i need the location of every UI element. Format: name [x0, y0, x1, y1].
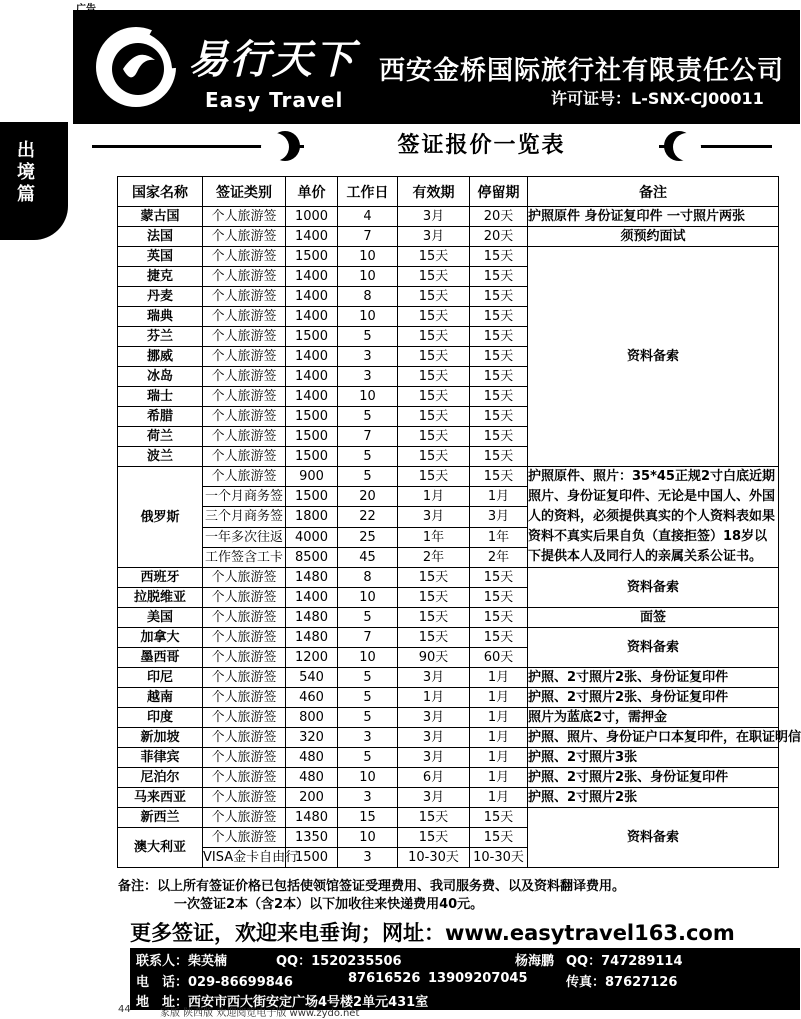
cell-notes: 须预约面试	[528, 227, 779, 247]
cell-workdays: 10	[338, 387, 398, 407]
cell-price: 1500	[286, 487, 338, 507]
cell-validity: 15天	[398, 628, 470, 648]
cell-workdays: 5	[338, 467, 398, 487]
cell-visa-type: 个人旅游签	[203, 467, 286, 487]
cell-validity: 15天	[398, 808, 470, 828]
cell-price: 1500	[286, 447, 338, 467]
cell-country: 瑞典	[118, 307, 203, 327]
cell-country: 波兰	[118, 447, 203, 467]
phone-number-2: 87616526	[348, 971, 421, 986]
cell-price: 1400	[286, 588, 338, 608]
cell-validity: 15天	[398, 467, 470, 487]
cell-price: 480	[286, 748, 338, 768]
cell-stay: 3月	[470, 507, 528, 527]
cell-visa-type: 个人旅游签	[203, 207, 286, 227]
cell-visa-type: 个人旅游签	[203, 608, 286, 628]
cell-validity: 15天	[398, 247, 470, 267]
cell-stay: 15天	[470, 588, 528, 608]
cell-stay: 15天	[470, 467, 528, 487]
cell-visa-type: 个人旅游签	[203, 788, 286, 808]
cell-visa-type: 个人旅游签	[203, 307, 286, 327]
cell-notes: 资料备索	[528, 247, 779, 467]
cell-validity: 3月	[398, 708, 470, 728]
cell-stay: 15天	[470, 828, 528, 848]
cell-price: 1480	[286, 808, 338, 828]
cell-price: 1500	[286, 327, 338, 347]
title-bar	[92, 131, 772, 161]
fax-number: 传真：87627126	[566, 975, 678, 990]
page-header	[73, 10, 800, 124]
cell-validity: 1月	[398, 487, 470, 507]
cell-price: 900	[286, 467, 338, 487]
cell-workdays: 8	[338, 568, 398, 588]
cell-stay: 15天	[470, 367, 528, 387]
table-row	[118, 568, 779, 588]
cell-stay: 1月	[470, 487, 528, 507]
footnote	[118, 878, 625, 914]
cell-country: 西班牙	[118, 568, 203, 588]
cell-price: 1800	[286, 507, 338, 527]
table-row	[118, 628, 779, 648]
cell-stay: 10-30天	[470, 848, 528, 868]
cell-country: 新加坡	[118, 728, 203, 748]
col-header-price: 单价	[286, 177, 338, 207]
cell-workdays: 20	[338, 487, 398, 507]
company-name: 西安金桥国际旅行社有限责任公司	[379, 56, 785, 86]
cell-validity: 15天	[398, 387, 470, 407]
cell-validity: 15天	[398, 588, 470, 608]
cell-visa-type: 个人旅游签	[203, 267, 286, 287]
cell-validity: 15天	[398, 568, 470, 588]
cell-price: 4000	[286, 527, 338, 547]
cell-notes: 护照、2寸照片2张、身份证复印件	[528, 688, 779, 708]
cell-visa-type: 个人旅游签	[203, 387, 286, 407]
page-number: 44	[118, 1004, 131, 1015]
cell-price: 1500	[286, 848, 338, 868]
cell-workdays: 3	[338, 728, 398, 748]
slogan-website: 更多签证，欢迎来电垂询；网址：www.easytravel163.com	[130, 921, 735, 945]
contact-block	[130, 948, 800, 1010]
cell-visa-type: 个人旅游签	[203, 588, 286, 608]
col-header-visa-type: 签证类别	[203, 177, 286, 207]
cell-validity: 15天	[398, 287, 470, 307]
cell-visa-type: 个人旅游签	[203, 748, 286, 768]
cell-validity: 15天	[398, 447, 470, 467]
cell-visa-type: 工作签含工卡	[203, 547, 286, 567]
cell-stay: 2年	[470, 547, 528, 567]
cell-validity: 15天	[398, 608, 470, 628]
cell-stay: 15天	[470, 447, 528, 467]
cell-validity: 3月	[398, 668, 470, 688]
cell-visa-type: 个人旅游签	[203, 808, 286, 828]
cell-workdays: 3	[338, 367, 398, 387]
cell-visa-type: 三个月商务签	[203, 507, 286, 527]
cell-price: 1500	[286, 247, 338, 267]
table-row	[118, 467, 779, 487]
table-row	[118, 668, 779, 688]
cell-country: 冰岛	[118, 367, 203, 387]
cell-visa-type: 个人旅游签	[203, 447, 286, 467]
cell-workdays: 5	[338, 407, 398, 427]
cell-price: 540	[286, 668, 338, 688]
section-tab	[0, 122, 68, 240]
cell-workdays: 5	[338, 447, 398, 467]
cell-validity: 3月	[398, 788, 470, 808]
table-row	[118, 708, 779, 728]
cell-stay: 15天	[470, 628, 528, 648]
cell-visa-type: 个人旅游签	[203, 728, 286, 748]
cell-stay: 15天	[470, 808, 528, 828]
cell-country: 芬兰	[118, 327, 203, 347]
cell-price: 1350	[286, 828, 338, 848]
cell-country: 法国	[118, 227, 203, 247]
cell-validity: 3月	[398, 728, 470, 748]
cell-country: 拉脱维亚	[118, 588, 203, 608]
cell-workdays: 5	[338, 688, 398, 708]
table-row	[118, 768, 779, 788]
cell-visa-type: 个人旅游签	[203, 407, 286, 427]
cell-workdays: 5	[338, 608, 398, 628]
cell-workdays: 10	[338, 267, 398, 287]
cell-validity: 3月	[398, 507, 470, 527]
cell-stay: 15天	[470, 347, 528, 367]
cell-workdays: 15	[338, 808, 398, 828]
cell-visa-type: 个人旅游签	[203, 367, 286, 387]
easy-travel-logo-icon	[93, 24, 179, 110]
cell-price: 320	[286, 728, 338, 748]
brand-name-en: Easy Travel	[205, 88, 344, 112]
cell-validity: 1年	[398, 527, 470, 547]
crescent-right-icon	[664, 131, 694, 161]
cell-country: 菲律宾	[118, 748, 203, 768]
cell-notes: 面签	[528, 608, 779, 628]
cell-country: 挪威	[118, 347, 203, 367]
col-header-stay: 停留期	[470, 177, 528, 207]
cell-visa-type: 个人旅游签	[203, 768, 286, 788]
phone-number-3: 13909207045	[428, 971, 528, 986]
cell-visa-type: 个人旅游签	[203, 708, 286, 728]
cell-stay: 60天	[470, 648, 528, 668]
cell-validity: 15天	[398, 427, 470, 447]
cell-price: 460	[286, 688, 338, 708]
cell-stay: 15天	[470, 568, 528, 588]
table-row	[118, 728, 779, 748]
cell-stay: 15天	[470, 247, 528, 267]
cell-validity: 90天	[398, 648, 470, 668]
cell-stay: 1月	[470, 728, 528, 748]
table-row	[118, 788, 779, 808]
cell-validity: 10-30天	[398, 848, 470, 868]
cell-workdays: 10	[338, 648, 398, 668]
cell-validity: 6月	[398, 768, 470, 788]
cell-visa-type: VISA金卡自由行	[203, 848, 286, 868]
cell-workdays: 5	[338, 327, 398, 347]
cell-workdays: 5	[338, 748, 398, 768]
cell-workdays: 10	[338, 588, 398, 608]
cell-validity: 2年	[398, 547, 470, 567]
cell-price: 8500	[286, 547, 338, 567]
table-row	[118, 247, 779, 267]
cell-visa-type: 个人旅游签	[203, 568, 286, 588]
address: 地 址：西安市西大街安定广场4号楼2单元431室	[136, 995, 429, 1010]
cell-workdays: 3	[338, 788, 398, 808]
cell-workdays: 4	[338, 207, 398, 227]
cell-stay: 1月	[470, 688, 528, 708]
cell-stay: 15天	[470, 327, 528, 347]
cell-workdays: 3	[338, 848, 398, 868]
cell-visa-type: 一个月商务签	[203, 487, 286, 507]
cell-price: 1400	[286, 227, 338, 247]
cell-workdays: 7	[338, 427, 398, 447]
cell-country: 捷克	[118, 267, 203, 287]
cell-country: 越南	[118, 688, 203, 708]
cell-visa-type: 个人旅游签	[203, 648, 286, 668]
cell-price: 1400	[286, 347, 338, 367]
cell-visa-type: 个人旅游签	[203, 287, 286, 307]
cell-price: 1400	[286, 287, 338, 307]
license-number: 许可证号：L-SNX-CJ00011	[551, 89, 764, 108]
cell-price: 1500	[286, 427, 338, 447]
table-row	[118, 688, 779, 708]
section-tab-label: 出境篇	[17, 140, 35, 205]
cell-notes: 资料备索	[528, 628, 779, 668]
cell-workdays: 22	[338, 507, 398, 527]
cell-workdays: 10	[338, 828, 398, 848]
cell-validity: 3月	[398, 227, 470, 247]
cell-country: 加拿大	[118, 628, 203, 648]
contact-person: 联系人：柴英楠	[136, 954, 228, 969]
cell-price: 200	[286, 788, 338, 808]
cell-price: 1400	[286, 367, 338, 387]
cell-workdays: 25	[338, 527, 398, 547]
cell-country: 英国	[118, 247, 203, 267]
cell-price: 1200	[286, 648, 338, 668]
cell-stay: 1月	[470, 708, 528, 728]
crescent-left-icon	[270, 131, 300, 161]
page-footer-edition: 家版 陕西版 欢迎阅览电子版 www.zydo.net	[160, 1008, 360, 1019]
col-header-workdays: 工作日	[338, 177, 398, 207]
cell-stay: 15天	[470, 387, 528, 407]
cell-validity: 15天	[398, 347, 470, 367]
cell-workdays: 5	[338, 668, 398, 688]
cell-workdays: 5	[338, 708, 398, 728]
cell-workdays: 7	[338, 227, 398, 247]
table-row	[118, 748, 779, 768]
cell-notes: 照片为蓝底2寸，需押金	[528, 708, 779, 728]
cell-country: 印尼	[118, 668, 203, 688]
cell-price: 1000	[286, 207, 338, 227]
cell-visa-type: 个人旅游签	[203, 347, 286, 367]
cell-validity: 15天	[398, 267, 470, 287]
cell-notes: 护照、照片、身份证户口本复印件，在职证明信	[528, 728, 779, 748]
cell-price: 1400	[286, 387, 338, 407]
cell-notes: 资料备索	[528, 568, 779, 608]
cell-validity: 15天	[398, 367, 470, 387]
cell-price: 1480	[286, 568, 338, 588]
cell-stay: 15天	[470, 407, 528, 427]
cell-price: 1480	[286, 628, 338, 648]
visa-price-table	[117, 176, 801, 868]
cell-price: 1500	[286, 407, 338, 427]
cell-visa-type: 一年多次往返	[203, 527, 286, 547]
cell-workdays: 7	[338, 628, 398, 648]
cell-stay: 1月	[470, 788, 528, 808]
cell-stay: 1月	[470, 668, 528, 688]
col-header-validity: 有效期	[398, 177, 470, 207]
cell-validity: 15天	[398, 327, 470, 347]
cell-visa-type: 个人旅游签	[203, 227, 286, 247]
contact-qq-1: QQ：1520235506	[276, 954, 402, 969]
cell-country: 马来西亚	[118, 788, 203, 808]
cell-visa-type: 个人旅游签	[203, 628, 286, 648]
table-row	[118, 227, 779, 247]
cell-visa-type: 个人旅游签	[203, 427, 286, 447]
cell-validity: 3月	[398, 207, 470, 227]
cell-country: 蒙古国	[118, 207, 203, 227]
cell-price: 1400	[286, 267, 338, 287]
table-row	[118, 608, 779, 628]
cell-stay: 15天	[470, 608, 528, 628]
cell-stay: 20天	[470, 227, 528, 247]
table-header-row	[118, 177, 779, 207]
cell-visa-type: 个人旅游签	[203, 668, 286, 688]
cell-validity: 15天	[398, 828, 470, 848]
cell-stay: 15天	[470, 267, 528, 287]
cell-validity: 1月	[398, 688, 470, 708]
cell-price: 1480	[286, 608, 338, 628]
contact-person-2: 杨海鹏	[515, 954, 555, 969]
cell-workdays: 10	[338, 307, 398, 327]
table-row	[118, 207, 779, 227]
footnote-line-2: 一次签证2本（含2本）以下加收往来快递费用40元。	[174, 897, 484, 912]
cell-country: 瑞士	[118, 387, 203, 407]
cell-stay: 1月	[470, 768, 528, 788]
footnote-line-1: 备注：以上所有签证价格已包括使领馆签证受理费用、我司服务费、以及资料翻译费用。	[118, 879, 626, 894]
cell-stay: 15天	[470, 427, 528, 447]
cell-workdays: 45	[338, 547, 398, 567]
table-row	[118, 808, 779, 828]
contact-qq-2: QQ：747289114	[566, 954, 683, 969]
col-header-notes: 备注	[528, 177, 779, 207]
cell-validity: 3月	[398, 748, 470, 768]
cell-workdays: 8	[338, 287, 398, 307]
cell-workdays: 3	[338, 347, 398, 367]
col-header-country: 国家名称	[118, 177, 203, 207]
cell-notes: 护照原件、照片：35*45正规2寸白底近期照片、身份证复印件、无论是中国人、外国人的资料，必须提供真实的个人资料表如果资料不真实后果自负（直接拒签）18岁以下提供本人及同行人的亲属关系公证书。	[528, 467, 779, 568]
cell-country: 澳大利亚	[118, 828, 203, 868]
cell-visa-type: 个人旅游签	[203, 688, 286, 708]
cell-stay: 1月	[470, 748, 528, 768]
cell-notes: 护照原件 身份证复印件 一寸照片两张	[528, 207, 779, 227]
cell-notes: 护照、2寸照片3张	[528, 748, 779, 768]
cell-workdays: 10	[338, 768, 398, 788]
cell-price: 800	[286, 708, 338, 728]
cell-country: 尼泊尔	[118, 768, 203, 788]
cell-workdays: 10	[338, 247, 398, 267]
cell-country: 希腊	[118, 407, 203, 427]
cell-price: 480	[286, 768, 338, 788]
cell-visa-type: 个人旅游签	[203, 327, 286, 347]
cell-stay: 15天	[470, 307, 528, 327]
cell-validity: 15天	[398, 407, 470, 427]
cell-stay: 15天	[470, 287, 528, 307]
cell-validity: 15天	[398, 307, 470, 327]
phone-number: 电 话：029-86699846	[136, 975, 293, 990]
cell-notes: 护照、2寸照片2张、身份证复印件	[528, 768, 779, 788]
cell-notes: 资料备索	[528, 808, 779, 868]
cell-notes: 护照、2寸照片2张、身份证复印件	[528, 668, 779, 688]
cell-country: 荷兰	[118, 427, 203, 447]
cell-visa-type: 个人旅游签	[203, 828, 286, 848]
cell-price: 1400	[286, 307, 338, 327]
cell-country: 俄罗斯	[118, 467, 203, 568]
cell-country: 墨西哥	[118, 648, 203, 668]
brand-name-cn: 易行天下	[188, 37, 356, 83]
page-title: 签证报价一览表	[304, 131, 659, 161]
cell-country: 新西兰	[118, 808, 203, 828]
cell-notes: 护照、2寸照片2张	[528, 788, 779, 808]
cell-country: 丹麦	[118, 287, 203, 307]
cell-stay: 20天	[470, 207, 528, 227]
cell-stay: 1年	[470, 527, 528, 547]
cell-country: 美国	[118, 608, 203, 628]
cell-visa-type: 个人旅游签	[203, 247, 286, 267]
cell-country: 印度	[118, 708, 203, 728]
